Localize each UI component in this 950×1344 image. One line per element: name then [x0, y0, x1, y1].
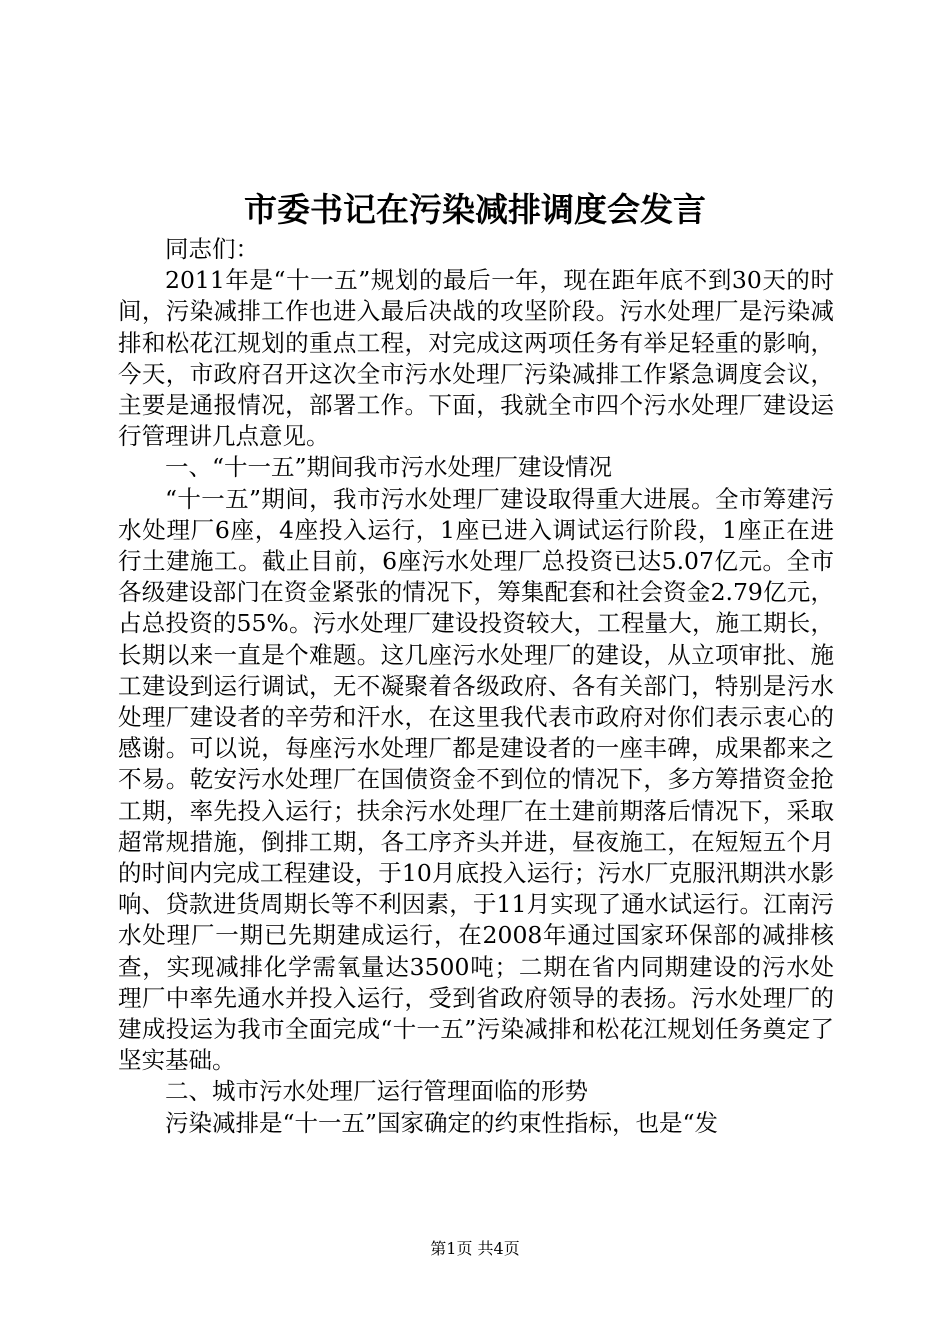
paragraph-section-2: 污染减排是“十一五”国家确定的约束性指标，也是“发	[165, 1108, 719, 1137]
paragraph-section-1: “十一五”期间，我市污水处理厂建设取得重大进展。全市筹建污水处理厂6座，4座投入运行，1座已进入调试运行阶段，1座正在进行土建施工。截止目前，6座污水处理厂总投资已达5.07亿元。全市各级建设部门在资金紧张的情况下，筹集配套和社会资金2.79亿元，占总投资的55%。污水处理厂建设投资较大，工程量大，施工期长，长期以来一直是个难题。这几座污水处理厂的建设，从立项审批、施工建设到运行调试，无不凝聚着各级政府、各有关部门，特别是污水处理厂建设者的辛劳和汗水，在这里我代表市政府对你们表示衷心的感谢。可以说，每座污水处理厂都是建设者的一座丰碑，成果都来之不易。乾安污水处理厂在国债资金不到位的情况下，多方筹措资金抢工期，率先投入运行；扶余污水处理厂在土建前期落后情况下，采取超常规措施，倒排工期，各工序齐头并进，昼夜施工，在短短五个月的时间内完成工程建设，于10月底投入运行；污水厂克服汛期洪水影响、贷款进货周期长等不利因素，于11月实现了通水试运行。江南污水处理厂一期已先期建成运行，在2008年通过国家环保部的减排核查，实现减排化学需氧量达3500吨；二期在省内同期建设的污水处理厂中率先通水并投入运行，受到省政府领导的表扬。污水处理厂的建成投运为我市全面完成“十一五”污染减排和松花江规划任务奠定了坚实基础。	[118, 484, 834, 1075]
page-footer: 第1页 共4页	[430, 1239, 520, 1258]
document-body	[118, 234, 834, 1139]
section-heading-2: 二、城市污水处理厂运行管理面临的形势	[165, 1077, 588, 1106]
paragraph-intro: 2011年是“十一五”规划的最后一年，现在距年底不到30天的时间，污染减排工作也进入最后决战的攻坚阶段。污水处理厂是污染减排和松花江规划的重点工程，对完成这两项任务有举足轻重的影响，今天，市政府召开这次全市污水处理厂污染减排工作紧急调度会议，主要是通报情况，部署工作。下面，我就全市四个污水处理厂建设运行管理讲几点意见。	[118, 266, 834, 451]
paragraph-salutation: 同志们：	[165, 235, 259, 263]
document-title: 市委书记在污染减排调度会发言	[244, 190, 706, 229]
section-heading-1: 一、“十一五”期间我市污水处理厂建设情况	[165, 453, 613, 482]
